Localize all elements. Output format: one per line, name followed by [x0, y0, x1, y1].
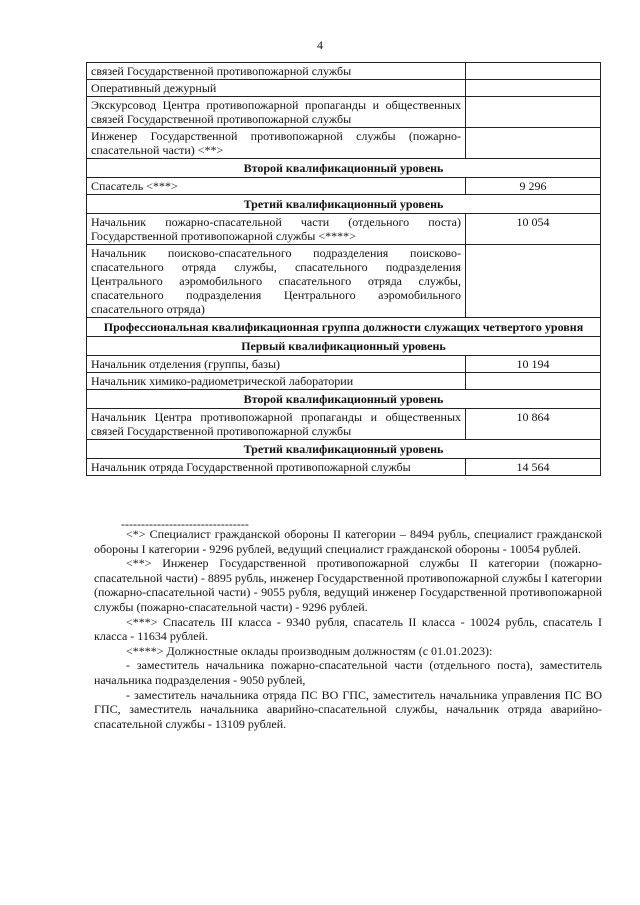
qualification-level-heading: Профессиональная квалификационная группа должности служащих четвертого уровня — [87, 318, 601, 337]
table-row — [87, 63, 601, 80]
page-number: 4 — [317, 38, 323, 52]
table-heading-row — [87, 337, 601, 356]
footnote-4-item-1: - заместитель начальника пожарно-спасательной части (отдельного поста), заместитель начальника подразделения - 9050 рублей, — [94, 658, 602, 687]
salary-table — [86, 62, 601, 476]
footnote-3: <***> Спасатель III класса - 9340 рубля, спасатель II класса - 10024 рубль, спасатель I класса - 11634 рублей. — [94, 614, 602, 644]
salary-cell: 10 054 — [466, 214, 601, 245]
salary-cell: 10 194 — [466, 356, 601, 373]
qualification-level-heading: Второй квалификационный уровень — [87, 159, 601, 178]
table-row — [87, 97, 601, 128]
footnote-1: <*> Специалист гражданской обороны II категории – 8494 рубль, специалист гражданской обороны I категории - 9296 рублей, ведущий специалист гражданской обороны - 10054 рублей. — [94, 527, 602, 556]
table-row — [87, 409, 601, 440]
table-heading-row — [87, 159, 601, 178]
position-cell: связей Государственной противопожарной службы — [87, 63, 466, 80]
table-row — [87, 178, 601, 195]
table-row — [87, 373, 601, 390]
qualification-level-heading: Третий квалификационный уровень — [87, 440, 601, 459]
position-cell: Начальник отделения (группы, базы) — [87, 356, 466, 373]
position-cell: Начальник пожарно-спасательной части (отдельного поста) Государственной противопожарной службы <****> — [87, 214, 466, 245]
table-heading-row — [87, 440, 601, 459]
table-heading-row — [87, 195, 601, 214]
table-row — [87, 128, 601, 159]
qualification-level-heading: Второй квалификационный уровень — [87, 390, 601, 409]
salary-cell — [466, 63, 601, 80]
table-row — [87, 214, 601, 245]
position-cell: Экскурсовод Центра противопожарной пропаганды и общественных связей Государственной противопожарной службы — [87, 97, 466, 128]
position-cell: Начальник поисково-спасательного подразделения поисково-спасательного отряда службы, спасательного подразделения Центрального аэромобильного спасательного отряда службы, спасательного подразделения Центрального аэромобильного спасательного отряда) — [87, 245, 466, 318]
salary-cell — [466, 128, 601, 159]
table-row — [87, 459, 601, 476]
salary-cell: 9 296 — [466, 178, 601, 195]
table-body — [87, 63, 601, 476]
qualification-level-heading: Третий квалификационный уровень — [87, 195, 601, 214]
qualification-level-heading: Первый квалификационный уровень — [87, 337, 601, 356]
salary-cell — [466, 245, 601, 318]
position-cell: Спасатель <***> — [87, 178, 466, 195]
salary-cell: 10 864 — [466, 409, 601, 440]
table-heading-row — [87, 390, 601, 409]
table-heading-row — [87, 318, 601, 337]
footnote-divider: -------------------------------- — [121, 517, 249, 531]
table-row — [87, 80, 601, 97]
footnote-4: <****> Должностные оклады производным должностям (с 01.01.2023): — [126, 643, 493, 658]
salary-cell — [466, 373, 601, 390]
position-cell: Инженер Государственной противопожарной службы (пожарно-спасательной части) <**> — [87, 128, 466, 159]
footnotes — [94, 527, 602, 731]
table-row — [87, 356, 601, 373]
salary-cell — [466, 80, 601, 97]
position-cell: Начальник химико-радиометрической лаборатории — [87, 373, 466, 390]
salary-cell — [466, 97, 601, 128]
table-row — [87, 245, 601, 318]
footnote-4-item-2: - заместитель начальника отряда ПС ВО ГПС, заместитель начальника управления ПС ВО ГПС, заместитель начальника аварийно-спасательной службы, начальник отряда аварийно-спасательной службы - 13109 рублей. — [94, 687, 602, 731]
position-cell: Начальник отряда Государственной противопожарной службы — [87, 459, 466, 476]
position-cell: Начальник Центра противопожарной пропаганды и общественных связей Государственной противопожарной службы — [87, 409, 466, 440]
position-cell: Оперативный дежурный — [87, 80, 466, 97]
footnote-2: <**> Инженер Государственной противопожарной службы II категории (пожарно-спасательной части) - 8895 рубль, инженер Государственной противопожарной службы I категории (пожарно-спасательной части) - 9055 рубля, ведущий инженер Государственной противопожарной службы (пожарно-спасательной части) - 9296 рублей. — [94, 556, 602, 614]
salary-cell: 14 564 — [466, 459, 601, 476]
